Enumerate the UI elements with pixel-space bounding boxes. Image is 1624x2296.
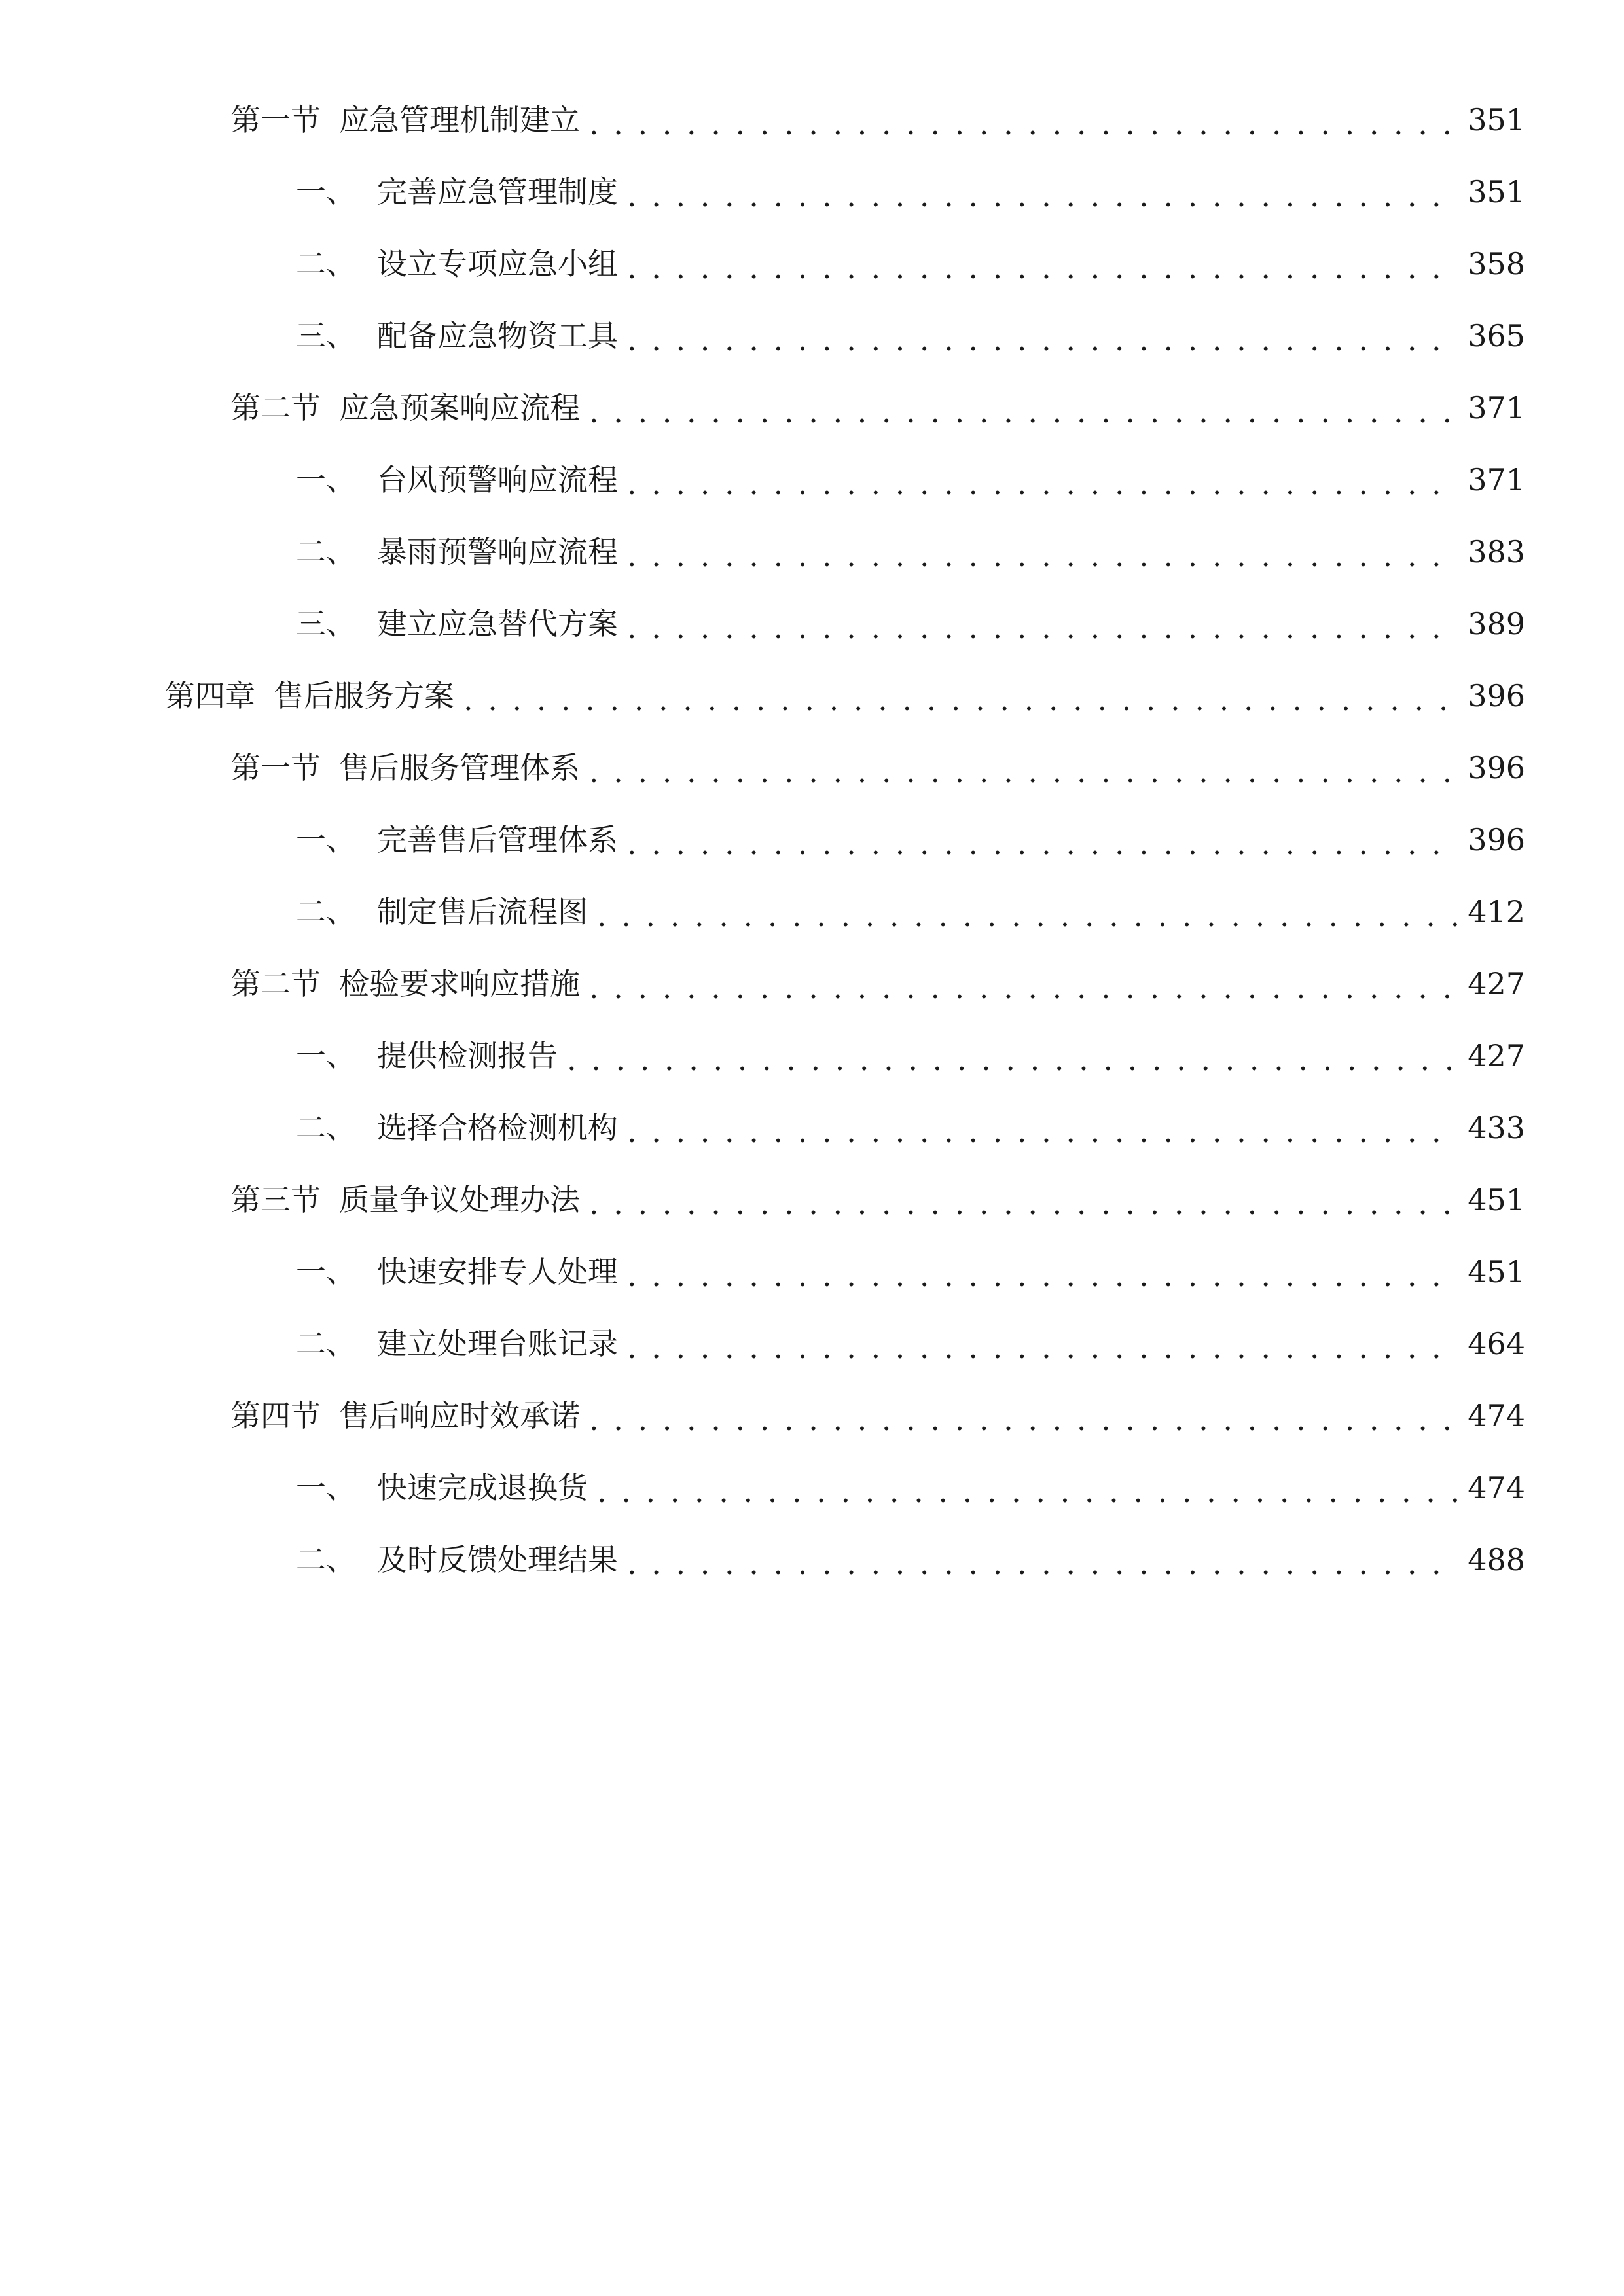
toc-entry-title: 台风预警响应流程 [377, 462, 618, 497]
toc-entry-title: 检验要求响应措施 [339, 966, 580, 1001]
toc-entry-title: 快速安排专人处理 [377, 1254, 618, 1289]
toc-entry[interactable] [296, 1102, 1525, 1154]
dot-leader [463, 670, 1458, 722]
dot-leader [627, 1534, 1458, 1586]
toc-entry-page: 427 [1468, 966, 1525, 1001]
toc-entry-prefix: 第四章 [165, 678, 255, 713]
toc-entry-page: 474 [1468, 1470, 1525, 1505]
dot-leader [627, 166, 1458, 218]
toc-entry-prefix: 第二节 [230, 966, 321, 1001]
dot-leader [627, 1102, 1458, 1154]
toc-entry-page: 451 [1468, 1182, 1525, 1217]
toc-entry-title: 应急预案响应流程 [339, 390, 580, 425]
toc-entry-prefix: 二、 [296, 1542, 356, 1577]
dot-leader [589, 742, 1458, 794]
toc-entry-title: 售后服务管理体系 [339, 750, 580, 785]
toc-entry-title: 售后响应时效承诺 [339, 1398, 580, 1433]
toc-entry-page: 351 [1468, 102, 1525, 137]
toc-entry-prefix: 三、 [296, 606, 356, 641]
toc-entry-page: 464 [1468, 1326, 1525, 1361]
toc-entry-title: 质量争议处理办法 [339, 1182, 580, 1217]
toc-entry-title: 完善售后管理体系 [377, 822, 618, 857]
dot-leader [597, 1462, 1458, 1514]
toc-entry-title: 建立处理台账记录 [377, 1326, 618, 1361]
toc-entry-prefix: 二、 [296, 894, 356, 929]
toc-entry-prefix: 二、 [296, 1110, 356, 1145]
toc-entry-page: 371 [1468, 462, 1525, 497]
dot-leader [589, 958, 1458, 1010]
toc-entry-prefix: 第三节 [230, 1182, 321, 1217]
toc-entry-prefix: 第四节 [230, 1398, 321, 1433]
toc-entry[interactable] [296, 1318, 1525, 1370]
toc-entry-page: 488 [1468, 1542, 1525, 1577]
toc-entry-prefix: 一、 [296, 1470, 356, 1505]
toc-entry[interactable] [296, 598, 1525, 650]
toc-entry-prefix: 一、 [296, 174, 356, 209]
toc-entry[interactable] [296, 454, 1525, 506]
toc-entry-prefix: 一、 [296, 1038, 356, 1073]
toc-entry-page: 433 [1468, 1110, 1525, 1145]
dot-leader [589, 1174, 1458, 1226]
toc-entry[interactable] [296, 886, 1525, 938]
toc-entry[interactable] [296, 238, 1525, 290]
toc-entry[interactable] [296, 1462, 1525, 1514]
toc-entry-title: 制定售后流程图 [377, 894, 588, 929]
dot-leader [597, 886, 1458, 938]
toc-entry[interactable] [230, 1390, 1525, 1442]
toc-entry-title: 建立应急替代方案 [377, 606, 618, 641]
dot-leader [589, 1390, 1458, 1442]
toc-entry-page: 389 [1468, 606, 1525, 641]
toc-entry-title: 配备应急物资工具 [377, 318, 618, 353]
toc-entry-prefix: 一、 [296, 822, 356, 857]
toc-entry[interactable] [230, 382, 1525, 434]
toc-entry-title: 设立专项应急小组 [377, 246, 618, 281]
toc-entry-title: 售后服务方案 [274, 678, 454, 713]
toc-entry-page: 412 [1468, 894, 1525, 929]
toc-entry-page: 351 [1468, 174, 1525, 209]
toc-entry-title: 应急管理机制建立 [339, 102, 580, 137]
toc-entry-page: 451 [1468, 1254, 1525, 1289]
toc-entry-page: 474 [1468, 1398, 1525, 1433]
toc-entry[interactable] [296, 166, 1525, 218]
dot-leader [589, 382, 1458, 434]
dot-leader [627, 598, 1458, 650]
toc-entry[interactable] [230, 94, 1525, 146]
dot-leader [567, 1030, 1458, 1082]
toc-entry-page: 371 [1468, 390, 1525, 425]
dot-leader [627, 454, 1458, 506]
toc-entry-page: 427 [1468, 1038, 1525, 1073]
toc-entry-prefix: 一、 [296, 462, 356, 497]
dot-leader [627, 1246, 1458, 1298]
toc-entry-page: 365 [1468, 318, 1525, 353]
toc-entry-prefix: 二、 [296, 534, 356, 569]
toc-entry[interactable] [230, 958, 1525, 1010]
dot-leader [627, 1318, 1458, 1370]
toc-entry[interactable] [165, 670, 1525, 722]
toc-entry-prefix: 第一节 [230, 102, 321, 137]
toc-entry-prefix: 一、 [296, 1254, 356, 1289]
toc-entry[interactable] [230, 1174, 1525, 1226]
toc-entry-prefix: 第一节 [230, 750, 321, 785]
toc-entry[interactable] [296, 1534, 1525, 1586]
toc-entry-title: 快速完成退换货 [377, 1470, 588, 1505]
toc-entry-prefix: 二、 [296, 246, 356, 281]
toc-entry-prefix: 二、 [296, 1326, 356, 1361]
dot-leader [589, 94, 1458, 146]
toc-entry-title: 选择合格检测机构 [377, 1110, 618, 1145]
toc-entry-page: 396 [1468, 750, 1525, 785]
dot-leader [627, 526, 1458, 578]
toc-entry-page: 396 [1468, 678, 1525, 713]
toc-entry[interactable] [296, 1246, 1525, 1298]
toc-entry-page: 383 [1468, 534, 1525, 569]
dot-leader [627, 814, 1458, 866]
toc-entry-title: 暴雨预警响应流程 [377, 534, 618, 569]
toc-entry[interactable] [296, 1030, 1525, 1082]
toc-entry[interactable] [296, 310, 1525, 362]
toc-entry-prefix: 三、 [296, 318, 356, 353]
toc-entry-title: 提供检测报告 [377, 1038, 558, 1073]
toc-entry-prefix: 第二节 [230, 390, 321, 425]
dot-leader [627, 238, 1458, 290]
toc-entry-title: 及时反馈处理结果 [377, 1542, 618, 1577]
toc-entry-page: 358 [1468, 246, 1525, 281]
toc-entry-title: 完善应急管理制度 [377, 174, 618, 209]
dot-leader [627, 310, 1458, 362]
toc-entry-page: 396 [1468, 822, 1525, 857]
toc-entry[interactable] [296, 526, 1525, 578]
toc-entry[interactable] [230, 742, 1525, 794]
toc-entry[interactable] [296, 814, 1525, 866]
